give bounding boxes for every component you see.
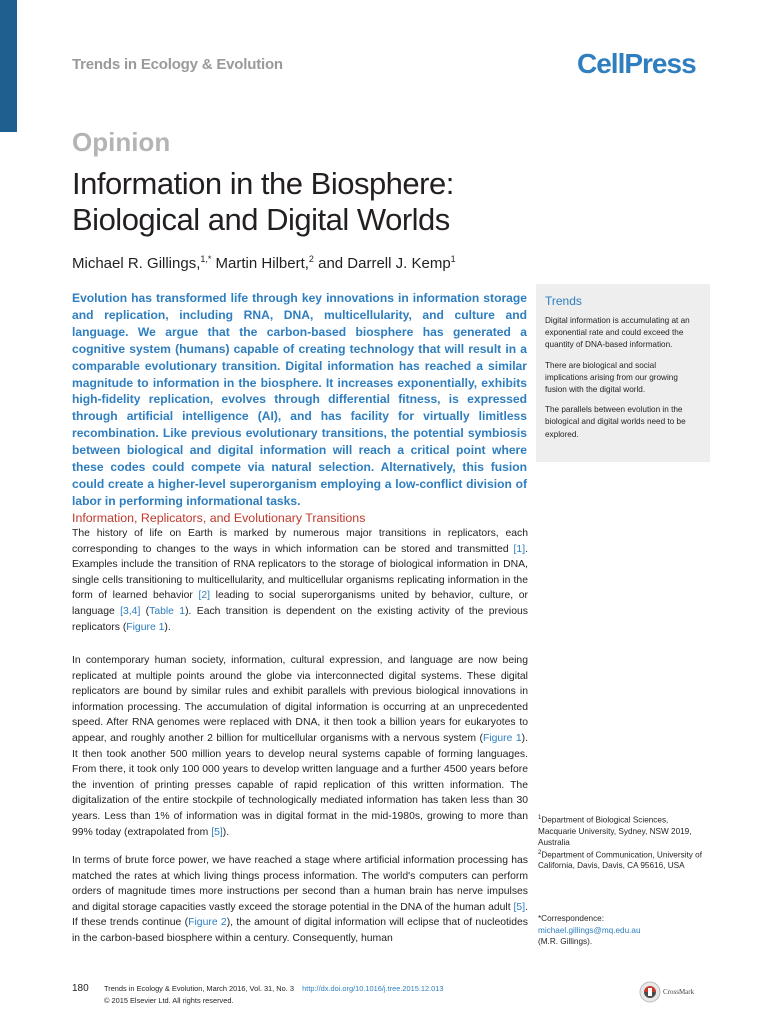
paragraph-text: . Examples include the transition of RNA replicators to the storage of biological information in DNA, single cells transitioning to multicellularity, and multicellular organisms replicating information in the form of learned behavior [72, 543, 528, 602]
reference-link[interactable]: Figure 2 [188, 917, 227, 929]
citation-text: Trends in Ecology & Evolution, March 2016, Vol. 31, No. 3 [104, 984, 294, 993]
trends-item: There are biological and social implications arising from our growing fusion with the digital world. [545, 360, 678, 395]
reference-link[interactable]: Figure 1 [482, 732, 522, 744]
paragraph-text: ), the amount of digital information will eclipse that of nucleotides in the carbon-based biosphere within a century. Consequently, human [72, 917, 528, 944]
paragraph-text: ). It then took another 500 million years to develop neural systems capable of forming languages. From there, it took only 100 000 years to develop written language and a further 4500 years before the invention of printing presses capable of rapid replication of this written information. The digitalization of the entire stockpile of technologically mediated information has taken less than 30 years. Less than 1% of information was in digital format in the mid-1980s, growing to more than 99% today (extrapolated from [72, 732, 529, 838]
paragraph-text: . If these trends continue ( [72, 901, 528, 929]
trends-item: The parallels between evolution in the biological and digital worlds need to be explored. [545, 405, 686, 439]
paragraph-text: ( [140, 605, 150, 617]
reference-link[interactable]: [5] [513, 901, 526, 913]
correspondence-label: *Correspondence: [538, 914, 604, 923]
body-paragraph [72, 526, 528, 635]
author-list [72, 254, 456, 272]
publisher-logo[interactable]: CellPress [577, 48, 696, 79]
footer-citation [104, 984, 444, 993]
paragraph-text: ). Each transition is dependent on the existing activity of the previous replicators ( [72, 605, 528, 633]
body-paragraph [72, 653, 528, 840]
abstract: Evolution has transformed life through key innovations in information storage and replication, including RNA, DNA, multicellularity, and culture and language. We argue that the carbon-based biosphere has generated a cognitive system (humans) capable of creating technology that will result in a comparable evolutionary transition. Digital information has reached a similar magnitude to information in the biosphere. It increases exponentially, exhibits high-fidelity replication, evolves through differential fitness, is expressed through artificial intelligence (AI), and has facility for virtually limitless recombination. Like previous evolutionary transitions, the potential symbiosis between biological and digital information will reach a critical point where these codes could compete via natural selection. Alternatively, this fusion could create a higher-level superorganism employing a low-conflict division of labor in performing informational tasks. [72, 291, 527, 508]
correspondence-name: (M.R. Gillings). [538, 937, 593, 946]
reference-link[interactable]: [2] [198, 590, 211, 602]
reference-link[interactable]: Figure 1 [126, 621, 165, 633]
affiliations [538, 813, 708, 871]
trends-box [536, 284, 710, 462]
section-heading: Information, Replicators, and Evolutionary Transitions [72, 511, 366, 525]
author-affiliation-marker: 1,* [200, 254, 212, 264]
reference-link[interactable]: [3,4] [120, 605, 141, 617]
author-affiliation-marker: 2 [308, 254, 314, 264]
trends-item: Digital information is accumulating at an exponential rate and could exceed the quantity of DNA-based information. [545, 316, 690, 350]
affiliation-2: $^2$Department of Communication, University of California, Davis, Davis, CA 95616, USA [538, 849, 702, 871]
copyright-text: © 2015 Elsevier Ltd. All rights reserved. [104, 996, 234, 1005]
author-name: Michael R. Gillings, [72, 255, 201, 272]
author-affiliation-marker: 1 [450, 254, 456, 264]
trends-heading: Trends [545, 294, 582, 308]
paragraph-text: ). [222, 826, 230, 838]
body-paragraph [72, 853, 528, 947]
article-type: Opinion [72, 127, 171, 157]
correspondence-email-link[interactable]: michael.gillings@mq.edu.au [538, 925, 641, 935]
doi-link[interactable]: http://dx.doi.org/10.1016/j.tree.2015.12.013 [302, 984, 444, 993]
paragraph-text: ). [164, 621, 171, 633]
affiliation-1: $^1$Department of Biological Sciences, Macquarie University, Sydney, NSW 2019, Australia [538, 815, 692, 847]
page-number: 180 [72, 983, 89, 994]
author-name: Martin Hilbert, [211, 255, 309, 272]
journal-name: Trends in Ecology & Evolution [72, 56, 283, 73]
reference-link[interactable]: Table 1 [149, 605, 186, 617]
paragraph-text: In terms of brute force power, we have reached a stage where artificial information processing has matched the rates at which living things process information. The world's computers can perform orders of magnitude times more instructions per second than a human brain has nerve impulses and digital storage capacities vastly exceed the storage potential in the DNA of the human adult [72, 855, 528, 913]
paragraph-text: leading to social superorganisms united by behavior, culture, or language [72, 590, 529, 617]
reference-link[interactable]: [5] [211, 826, 223, 838]
author-name: and Darrell J. Kemp [313, 255, 451, 272]
journal-accent-bar [0, 0, 17, 132]
correspondence [538, 913, 708, 948]
paragraph-text: In contemporary human society, information, cultural expression, and language are now being replicated at multiple points around the globe via interconnected digital systems. These digital replicators are bound by similar rules and exhibit parallels with previous biological innovations in information processing. The accumulation of digital information is occurring at an unprecedented speed. After RNA genomes were replaced with DNA, it then took a billion years for eukaryotes to appear, and roughly another 2 billion for multicellular organisms with a nervous system ( [72, 655, 528, 744]
paragraph-text: The history of life on Earth is marked by numerous major transitions in replicators, each corresponding to changes to the ways in which information can be stored and transmitted [72, 528, 528, 555]
article-title: Information in the Biosphere: Biological and Digital Worlds [72, 166, 454, 237]
reference-link[interactable]: [1] [513, 543, 526, 555]
crossmark-label: CrossMark [663, 988, 695, 996]
